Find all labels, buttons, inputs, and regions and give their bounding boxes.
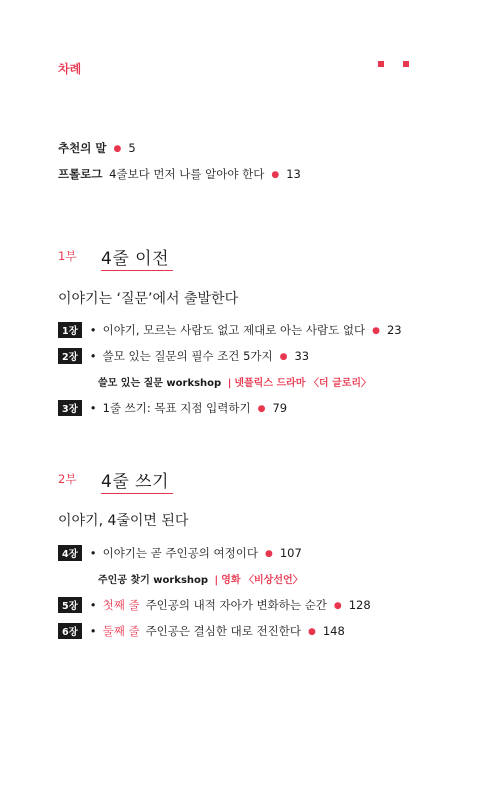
part-title: 4줄 쓰기 <box>101 472 169 492</box>
workshop-separator: | <box>227 378 232 389</box>
page-number: 23 <box>386 323 402 337</box>
workshop-separator: | <box>214 575 219 586</box>
line-prefix: 첫째 줄 <box>102 598 140 612</box>
workshop-reference: 넷플릭스 드라마 〈더 글로리〉 <box>234 378 372 389</box>
bullet-icon: • <box>89 401 97 415</box>
entry-text: 주인공의 내적 자아가 변화하는 순간 <box>145 598 327 612</box>
page-number: 128 <box>348 598 371 612</box>
entry-text: 쓸모 있는 질문의 필수 조건 5가지 <box>102 349 273 363</box>
workshop-label: 쓸모 있는 질문 workshop <box>98 378 222 389</box>
entry-label: 추천의 말 <box>58 141 107 155</box>
entry-text: 이야기는 곧 주인공의 여정이다 <box>102 546 258 560</box>
bullet-icon: • <box>89 598 97 612</box>
section-title: 이야기는 ‘질문’에서 출발한다 <box>58 291 239 307</box>
entry-text: 주인공은 결심한 대로 전진한다 <box>145 624 301 638</box>
part-title-underline <box>101 493 173 494</box>
chapter-badge: 1장 <box>58 322 82 338</box>
entry-label: 프롤로그 <box>58 167 103 181</box>
page-number: 5 <box>128 141 136 155</box>
dot-icon: ● <box>113 144 122 154</box>
line-prefix: 둘째 줄 <box>102 624 140 638</box>
workshop-reference: 영화 〈비상선언〉 <box>221 575 303 586</box>
toc-entry-prologue[interactable] <box>58 166 301 182</box>
dot-icon: ● <box>264 549 273 559</box>
toc-entry-foreword[interactable] <box>58 140 136 156</box>
chapter-badge: 2장 <box>58 348 82 364</box>
entry-text: 4줄보다 먼저 나를 알아야 한다 <box>109 167 265 181</box>
part-title: 4줄 이전 <box>101 249 169 269</box>
dot-icon: ● <box>307 627 316 637</box>
decor-square-left <box>378 61 384 67</box>
chapter-badge: 6장 <box>58 623 82 639</box>
bullet-icon: • <box>89 323 97 337</box>
entry-text: 이야기, 모르는 사람도 없고 제대로 아는 사람도 없다 <box>102 323 366 337</box>
toc-entry-ch6[interactable] <box>58 623 345 639</box>
page-title: 차례 <box>58 62 82 76</box>
bullet-icon: • <box>89 349 97 363</box>
chapter-badge: 3장 <box>58 400 82 416</box>
section-title: 이야기, 4줄이면 된다 <box>58 513 189 529</box>
dot-icon: ● <box>257 404 266 414</box>
bullet-icon: • <box>89 546 97 560</box>
part-title-underline <box>101 270 173 271</box>
part-number: 2부 <box>58 472 77 486</box>
chapter-badge: 5장 <box>58 597 82 613</box>
dot-icon: ● <box>372 326 380 336</box>
dot-icon: ● <box>333 601 342 611</box>
page-number: 33 <box>294 349 310 363</box>
toc-entry-ch5[interactable] <box>58 597 371 613</box>
page-number: 13 <box>286 167 301 181</box>
page-number: 107 <box>279 546 302 560</box>
page-number: 79 <box>272 401 288 415</box>
entry-text: 1줄 쓰기: 목표 지점 입력하기 <box>102 401 251 415</box>
toc-entry-ch2[interactable] <box>58 348 309 364</box>
workshop-label: 주인공 찾기 workshop <box>98 575 209 586</box>
toc-workshop-2[interactable] <box>98 571 303 586</box>
part-number: 1부 <box>58 249 77 263</box>
page-number: 148 <box>322 624 345 638</box>
decor-square-right <box>403 61 409 67</box>
dot-icon: ● <box>271 170 280 180</box>
toc-workshop-1[interactable] <box>98 374 371 389</box>
toc-entry-ch3[interactable] <box>58 400 287 416</box>
bullet-icon: • <box>89 624 97 638</box>
toc-entry-ch1[interactable] <box>58 322 402 338</box>
dot-icon: ● <box>279 352 288 362</box>
toc-entry-ch4[interactable] <box>58 545 302 561</box>
chapter-badge: 4장 <box>58 545 82 561</box>
